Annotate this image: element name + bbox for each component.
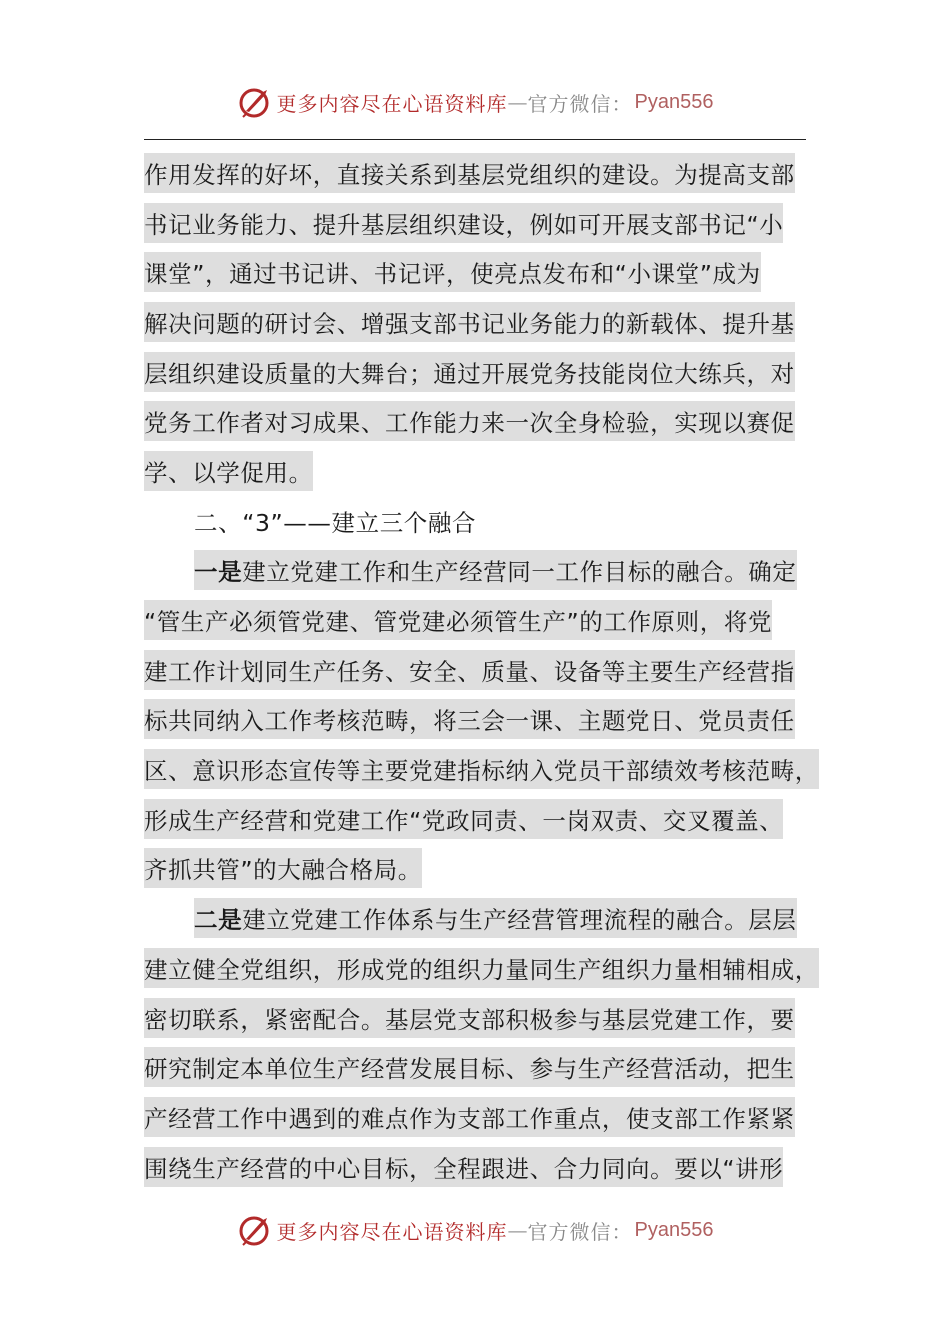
- text-line: [144, 993, 844, 1043]
- text-line: [144, 744, 844, 794]
- text-line-content: 研究制定本单位生产经营发展目标、参与生产经营活动，把生: [144, 1047, 795, 1087]
- section-heading: [144, 496, 844, 546]
- text-line: [144, 794, 844, 844]
- text-line: [144, 396, 844, 446]
- paragraph-1-first-line: [144, 546, 844, 596]
- footer-wechat-label: 官方微信：: [527, 1219, 633, 1244]
- paragraph-2-first-rest: 建立党建工作体系与生产经营管理流程的融合。层层: [242, 906, 797, 935]
- text-line-content: 齐抓共管”的大融合格局。: [144, 848, 422, 888]
- quill-logo-icon: [237, 84, 273, 120]
- text-line-content: 党务工作者对习成果、工作能力来一次全身检验，实现以赛促: [144, 401, 795, 441]
- quill-logo-icon: [237, 1212, 273, 1248]
- paragraph-2-first-line: [144, 893, 844, 943]
- text-line-content: 解决问题的研讨会、增强支部书记业务能力的新载体、提升基: [144, 302, 795, 342]
- header-banner: [0, 80, 950, 124]
- text-line: [144, 943, 844, 993]
- text-line: [144, 1092, 844, 1142]
- paragraph-1-first-rest: 建立党建工作和生产经营同一工作目标的融合。确定: [242, 558, 797, 587]
- text-line-content: 课堂”，通过书记讲、书记评，使亮点发布和“小课堂”成为: [144, 252, 761, 292]
- text-line-content: 作用发挥的好坏，直接关系到基层党组织的建设。为提高支部: [144, 153, 795, 193]
- text-line-content: 形成生产经营和党建工作“党政同责、一岗双责、交叉覆盖、: [144, 799, 783, 839]
- text-line-content: 建工作计划同生产任务、安全、质量、设备等主要生产经营指: [144, 650, 795, 690]
- text-line-content: 标共同纳入工作考核范畴，将三会一课、主题党日、党员责任: [144, 699, 795, 739]
- text-line: [144, 148, 844, 198]
- text-line-content: “管生产必须管党建、管党建必须管生产”的工作原则，将党: [144, 600, 772, 640]
- section-heading-text: 二、“3”——建立三个融合: [194, 508, 477, 537]
- text-line-content: 围绕生产经营的中心目标，全程跟进、合力同向。要以“讲形: [144, 1147, 783, 1187]
- document-body: [144, 148, 844, 1191]
- text-line: [144, 247, 844, 297]
- text-line: [144, 347, 844, 397]
- text-line: [144, 645, 844, 695]
- footer-separator: —: [507, 1218, 528, 1242]
- text-line-content: 建立健全党组织，形成党的组织力量同生产组织力量相辅相成，: [144, 948, 819, 988]
- footer-site-text: 更多内容尽在心语资料库: [276, 1219, 508, 1244]
- header-site-text: 更多内容尽在心语资料库: [276, 91, 508, 116]
- text-line: [144, 198, 844, 248]
- header-wechat-id: Pyan556: [634, 90, 714, 113]
- paragraph-2-lead: 二是: [194, 906, 243, 935]
- footer-banner: [0, 1208, 950, 1252]
- text-line: [144, 595, 844, 645]
- text-line-content: 书记业务能力、提升基层组织建设，例如可开展支部书记“小: [144, 203, 783, 243]
- header-wechat-label: 官方微信：: [527, 91, 633, 116]
- text-line: [144, 297, 844, 347]
- text-line-content: 区、意识形态宣传等主要党建指标纳入党员干部绩效考核范畴，: [144, 749, 819, 789]
- text-line: [144, 1042, 844, 1092]
- footer-wechat-id: Pyan556: [634, 1218, 714, 1241]
- text-line: [144, 1142, 844, 1192]
- header-divider: [144, 139, 806, 140]
- text-line-content: 层组织建设质量的大舞台；通过开展党务技能岗位大练兵，对: [144, 352, 795, 392]
- text-line: [144, 446, 844, 496]
- paragraph-1-lead: 一是: [194, 558, 243, 587]
- text-line: [144, 695, 844, 745]
- text-line-content: 密切联系，紧密配合。基层党支部积极参与基层党建工作，要: [144, 998, 795, 1038]
- text-line-content: 学、以学促用。: [144, 451, 313, 491]
- header-separator: —: [507, 90, 528, 114]
- text-line-content: 产经营工作中遇到的难点作为支部工作重点，使支部工作紧紧: [144, 1097, 795, 1137]
- text-line: [144, 844, 844, 894]
